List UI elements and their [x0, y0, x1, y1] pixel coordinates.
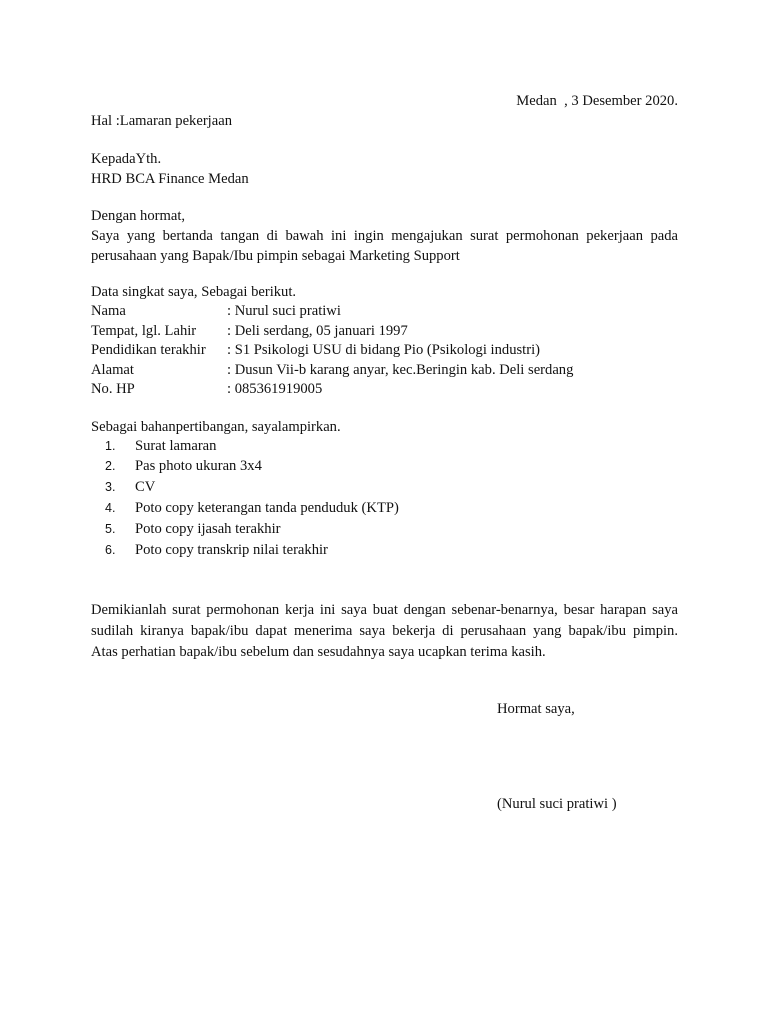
- data-value-phone: : 085361919005: [227, 381, 323, 397]
- list-item: [91, 457, 678, 478]
- attachments-list-block: [91, 436, 678, 561]
- personal-data-table: [91, 302, 678, 400]
- opening-paragraph: [91, 227, 678, 266]
- list-item-text: CV: [135, 479, 156, 496]
- list-item-text: Poto copy ijasah terakhir: [135, 520, 281, 537]
- data-intro-block: [91, 283, 678, 303]
- data-label-birth: Tempat, lgl. Lahir: [91, 322, 197, 339]
- list-item-text: Surat lamaran: [135, 437, 217, 454]
- list-item-text: Poto copy transkrip nilai terakhir: [135, 541, 328, 558]
- list-item: [91, 436, 678, 457]
- data-value-education: : S1 Psikologi USU di bidang Pio (Psikologi industri): [227, 342, 540, 358]
- list-item-text: Pas photo ukuran 3x4: [135, 458, 262, 475]
- regards: Hormat saya,: [497, 701, 575, 717]
- recipient-line-1: KepadaYth.: [91, 151, 162, 167]
- opening-line-2: perusahaan yang Bapak/Ibu pimpin sebagai Marketing Support: [91, 247, 460, 264]
- closing-line-3: Atas perhatian bapak/ibu sebelum dan sesudahnya saya ucapkan terima kasih.: [91, 644, 546, 660]
- list-item-number: 3.: [105, 480, 116, 495]
- attachments-list: [91, 436, 678, 561]
- salutation-block: [91, 207, 678, 227]
- data-label-name: Nama: [91, 303, 126, 319]
- data-label-education: Pendidikan terakhir: [91, 342, 206, 358]
- closing-line-1: Demikianlah surat permohonan kerja ini saya buat dengan sebenar-benarnya, besar harapan saya: [91, 602, 678, 618]
- list-item-number: 1.: [105, 438, 116, 453]
- list-item-number: 2.: [105, 459, 116, 474]
- data-label-address: Alamat: [91, 361, 134, 378]
- opening-line-1: Saya yang bertanda tangan di bawah ini ingin mengajukan surat permohonan pekerjaan pada: [91, 228, 678, 244]
- data-value-name: : Nurul suci pratiwi: [227, 303, 341, 319]
- list-item: [91, 540, 678, 561]
- list-item-number: 4.: [105, 501, 116, 516]
- data-value-birth: : Deli serdang, 05 januari 1997: [227, 322, 408, 339]
- data-intro: Data singkat saya, Sebagai berikut.: [91, 284, 297, 300]
- signature-name: (Nurul suci pratiwi ): [497, 796, 617, 812]
- recipient-line-2: HRD BCA Finance Medan: [91, 170, 249, 187]
- data-label-phone: No. HP: [91, 381, 135, 397]
- list-item: [91, 478, 678, 499]
- list-item: [91, 498, 678, 519]
- recipient-block: [91, 150, 678, 189]
- subject-line: Hal :Lamaran pekerjaan: [91, 113, 232, 129]
- letter-subject: [91, 112, 678, 132]
- list-item-number: 6.: [105, 542, 116, 557]
- list-item: [91, 519, 678, 540]
- closing-line-2: sudilah kiranya bapak/ibu dapat menerima saya bekerja di perusahaan yang bapak/ibu pimpin.: [91, 623, 678, 639]
- closing-paragraph: [91, 600, 678, 663]
- salutation: Dengan hormat,: [91, 208, 186, 224]
- list-item-text: Poto copy keterangan tanda penduduk (KTP): [135, 500, 399, 517]
- data-value-address: : Dusun Vii-b karang anyar, kec.Beringin kab. Deli serdang: [227, 361, 574, 378]
- letter-date: Medan , 3 Desember 2020.: [516, 93, 678, 109]
- attachments-intro-block: [91, 418, 678, 438]
- list-item-number: 5.: [105, 521, 116, 536]
- attachments-intro: Sebagai bahanpertibangan, sayalampirkan.: [91, 419, 341, 435]
